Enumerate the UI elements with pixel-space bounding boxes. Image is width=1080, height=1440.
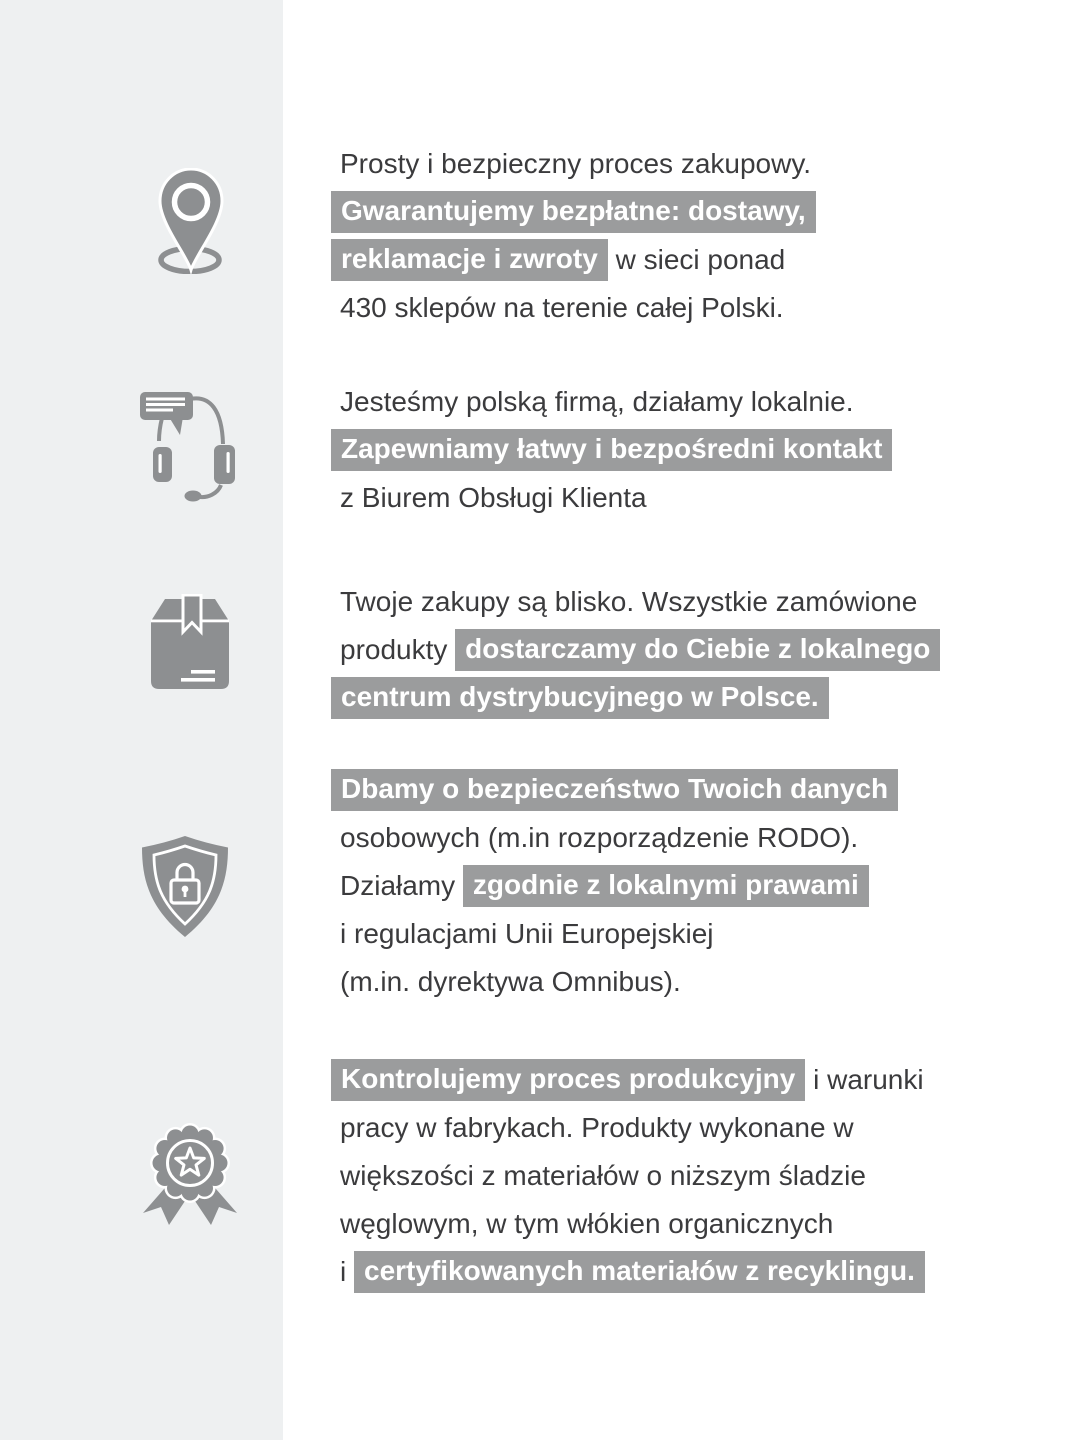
plain-text: z Biurem Obsługi Klienta bbox=[340, 482, 647, 513]
highlighted-text: Gwarantujemy bezpłatne: dostawy, bbox=[331, 191, 816, 233]
text-line bbox=[331, 284, 816, 332]
section-text-data-safety bbox=[331, 766, 898, 1006]
plain-text: 430 sklepów na terenie całej Polski. bbox=[340, 292, 784, 323]
plain-text: Działamy bbox=[340, 870, 463, 901]
award-badge-icon bbox=[137, 1119, 243, 1239]
text-line bbox=[331, 766, 898, 814]
headset-chat-icon bbox=[138, 390, 238, 504]
plain-text: węglowym, w tym włókien organicznych bbox=[340, 1208, 834, 1239]
text-line bbox=[331, 1248, 925, 1296]
text-line bbox=[331, 1056, 925, 1104]
package-icon bbox=[147, 594, 233, 690]
text-line bbox=[331, 626, 940, 674]
section-text-purchase bbox=[331, 140, 816, 332]
highlighted-text: certyfikowanych materiałów z recyklingu. bbox=[354, 1251, 925, 1293]
highlighted-text: dostarczamy do Ciebie z lokalnego bbox=[455, 629, 940, 671]
plain-text: produkty bbox=[340, 634, 456, 665]
plain-text: i regulacjami Unii Europejskiej bbox=[340, 918, 714, 949]
plain-text: i warunki bbox=[805, 1064, 924, 1095]
plain-text: Jesteśmy polską firmą, działamy lokalnie. bbox=[340, 386, 854, 417]
shield-lock-icon bbox=[138, 834, 232, 940]
text-line bbox=[331, 474, 892, 522]
section-text-contact bbox=[331, 378, 892, 522]
text-line bbox=[331, 426, 892, 474]
highlighted-text: Kontrolujemy proces produkcyjny bbox=[331, 1059, 805, 1101]
location-pin-icon bbox=[155, 168, 225, 274]
text-line bbox=[331, 958, 898, 1006]
plain-text: osobowych (m.in rozporządzenie RODO). bbox=[340, 822, 859, 853]
text-line bbox=[331, 378, 892, 426]
text-line bbox=[331, 1152, 925, 1200]
highlighted-text: centrum dystrybucyjnego w Polsce. bbox=[331, 677, 829, 719]
plain-text: w sieci ponad bbox=[607, 244, 786, 275]
section-text-delivery bbox=[331, 578, 940, 722]
plain-text: Twoje zakupy są blisko. Wszystkie zamówione bbox=[340, 586, 918, 617]
text-line bbox=[331, 910, 898, 958]
plain-text: pracy w fabrykach. Produkty wykonane w bbox=[340, 1112, 854, 1143]
text-line bbox=[331, 1104, 925, 1152]
text-line bbox=[331, 814, 898, 862]
text-line bbox=[331, 140, 816, 188]
section-text-production bbox=[331, 1056, 925, 1296]
highlighted-text: Zapewniamy łatwy i bezpośredni kontakt bbox=[331, 429, 892, 471]
text-line bbox=[331, 236, 816, 284]
text-line bbox=[331, 862, 898, 910]
text-line bbox=[331, 674, 940, 722]
text-line bbox=[331, 578, 940, 626]
highlighted-text: reklamacje i zwroty bbox=[331, 239, 608, 281]
plain-text: większości z materiałów o niższym śladzie bbox=[340, 1160, 866, 1191]
text-line bbox=[331, 1200, 925, 1248]
plain-text: (m.in. dyrektywa Omnibus). bbox=[340, 966, 681, 997]
plain-text: Prosty i bezpieczny proces zakupowy. bbox=[340, 148, 812, 179]
highlighted-text: Dbamy o bezpieczeństwo Twoich danych bbox=[331, 769, 898, 811]
highlighted-text: zgodnie z lokalnymi prawami bbox=[463, 865, 869, 907]
text-line bbox=[331, 188, 816, 236]
plain-text: i bbox=[340, 1256, 354, 1287]
